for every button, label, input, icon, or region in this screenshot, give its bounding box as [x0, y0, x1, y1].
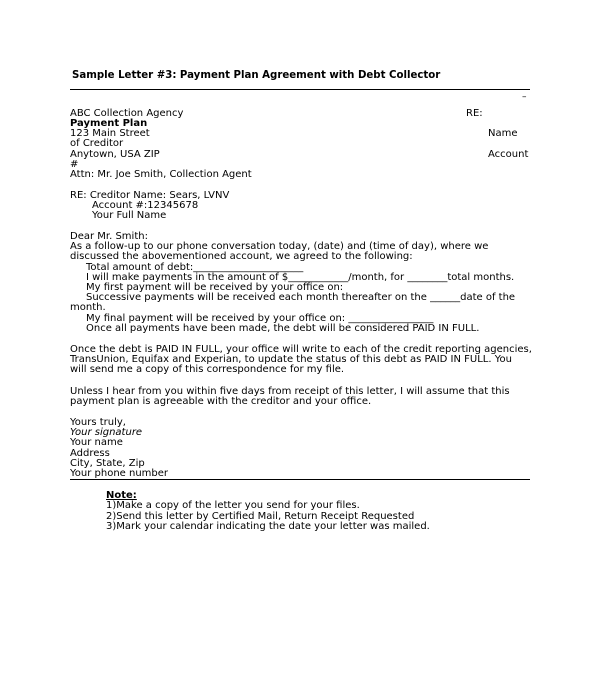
note-item: 1)Make a copy of the letter you send for your files. [106, 500, 360, 511]
term-line: Total amount of debt:______________________ [86, 262, 304, 273]
account-number: Account #:12345678 [92, 200, 199, 211]
note-heading: Note: [106, 490, 137, 501]
closing-yours: Yours truly, [70, 417, 126, 428]
re-account: Account [488, 149, 529, 160]
letter-title: Sample Letter #3: Payment Plan Agreement with Debt Collector [72, 70, 441, 81]
re-account-hash: # [70, 159, 79, 170]
intro-line: As a follow-up to our phone conversation today, (date) and (time of day), where we [70, 241, 489, 252]
salutation: Dear Mr. Smith: [70, 231, 148, 242]
paragraph2-line: TransUnion, Equifax and Experian, to update the status of this debt as PAID IN FULL. You [70, 354, 512, 365]
paragraph3-line: Unless I hear from you within five days from receipt of this letter, I will assume that this [70, 386, 510, 397]
closing-city: City, State, Zip [70, 458, 145, 469]
term-line: Successive payments will be received each month thereafter on the ______date of the [86, 292, 516, 303]
agency-subject: Payment Plan [70, 118, 148, 129]
term-line: Once all payments have been made, the debt will be considered PAID IN FULL. [86, 323, 480, 334]
full-name: Your Full Name [92, 210, 167, 221]
agency-street: 123 Main Street [70, 128, 150, 139]
dash-mark: – [522, 92, 527, 102]
agency-name: ABC Collection Agency [70, 108, 184, 119]
re-label: RE: [466, 108, 483, 119]
closing-divider [70, 479, 530, 480]
agency-city: Anytown, USA ZIP [70, 149, 160, 160]
re-of-creditor: of Creditor [70, 138, 124, 149]
paragraph2-line: Once the debt is PAID IN FULL, your office will write to each of the credit reporting agencies, [70, 344, 532, 355]
term-line: month. [70, 302, 106, 313]
closing-signature: Your signature [70, 427, 143, 438]
paragraph2-line: will send me a copy of this correspondence for my file. [70, 364, 345, 375]
closing-address: Address [70, 448, 110, 459]
note-item: 3)Mark your calendar indicating the date your letter was mailed. [106, 521, 430, 532]
closing-phone: Your phone number [70, 468, 169, 479]
paragraph3-line: payment plan is agreeable with the creditor and your office. [70, 396, 372, 407]
agency-attn: Attn: Mr. Joe Smith, Collection Agent [70, 169, 252, 180]
re-name: Name [488, 128, 518, 139]
closing-name: Your name [70, 437, 123, 448]
term-line: My first payment will be received by your office on: [86, 282, 344, 293]
note-item: 2)Send this letter by Certified Mail, Return Receipt Requested [106, 511, 415, 522]
creditor-line: RE: Creditor Name: Sears, LVNV [70, 190, 230, 201]
intro-line: discussed the abovementioned account, we agreed to the following: [70, 251, 413, 262]
title-divider [70, 89, 530, 90]
term-line: My final payment will be received by your office on: _________________ [86, 313, 434, 324]
term-line: I will make payments in the amount of $____________/month, for ________total months. [86, 272, 515, 283]
